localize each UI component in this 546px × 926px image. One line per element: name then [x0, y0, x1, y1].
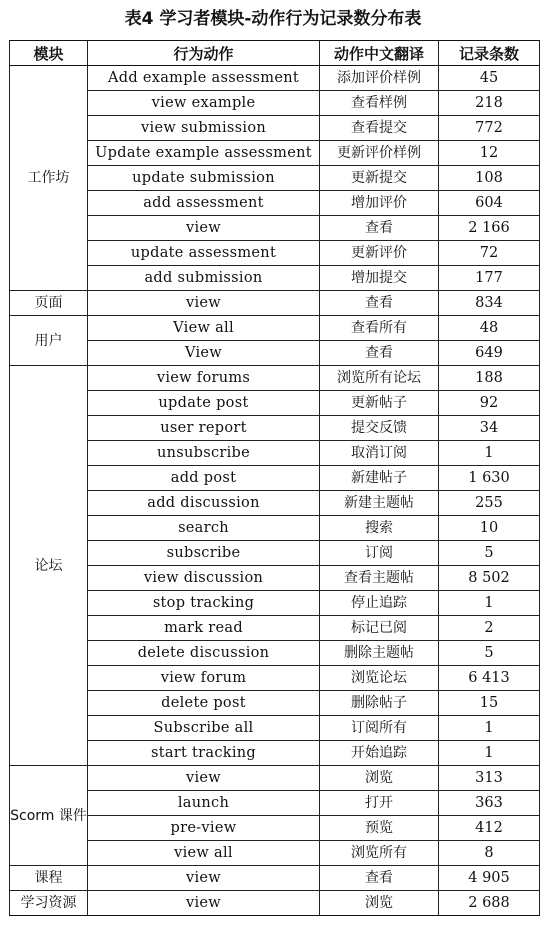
- chinese-translation-cell: 订阅: [320, 541, 439, 566]
- action-cell: view: [88, 291, 320, 316]
- chinese-translation-cell: 更新评价: [320, 241, 439, 266]
- action-cell: user report: [88, 416, 320, 441]
- chinese-translation-cell: 查看: [320, 341, 439, 366]
- chinese-translation-cell: 浏览所有论坛: [320, 366, 439, 391]
- record-count-cell: 12: [439, 141, 540, 166]
- record-count-cell: 8: [439, 841, 540, 866]
- chinese-translation-cell: 增加评价: [320, 191, 439, 216]
- record-count-cell: 5: [439, 641, 540, 666]
- record-count-cell: 649: [439, 341, 540, 366]
- record-count-cell: 834: [439, 291, 540, 316]
- record-count-cell: 108: [439, 166, 540, 191]
- record-count-cell: 10: [439, 516, 540, 541]
- chinese-translation-cell: 增加提交: [320, 266, 439, 291]
- chinese-translation-cell: 浏览: [320, 891, 439, 916]
- record-count-cell: 72: [439, 241, 540, 266]
- table-row: [10, 791, 540, 816]
- action-cell: start tracking: [88, 741, 320, 766]
- action-cell: view discussion: [88, 566, 320, 591]
- record-count-cell: 45: [439, 66, 540, 91]
- chinese-translation-cell: 浏览: [320, 766, 439, 791]
- chinese-translation-cell: 查看所有: [320, 316, 439, 341]
- record-count-cell: 2: [439, 616, 540, 641]
- record-count-cell: 8 502: [439, 566, 540, 591]
- record-count-cell: 48: [439, 316, 540, 341]
- action-cell: View: [88, 341, 320, 366]
- table-row: [10, 491, 540, 516]
- action-cell: add submission: [88, 266, 320, 291]
- record-count-cell: 1: [439, 716, 540, 741]
- action-cell: update assessment: [88, 241, 320, 266]
- action-cell: delete discussion: [88, 641, 320, 666]
- table-row: [10, 416, 540, 441]
- table-row: [10, 566, 540, 591]
- chinese-translation-cell: 订阅所有: [320, 716, 439, 741]
- table-row: [10, 891, 540, 916]
- table-row: [10, 666, 540, 691]
- action-cell: update submission: [88, 166, 320, 191]
- action-cell: view example: [88, 91, 320, 116]
- chinese-translation-cell: 浏览所有: [320, 841, 439, 866]
- record-count-cell: 2 688: [439, 891, 540, 916]
- chinese-translation-cell: 更新帖子: [320, 391, 439, 416]
- action-cell: search: [88, 516, 320, 541]
- action-cell: add post: [88, 466, 320, 491]
- chinese-translation-cell: 浏览论坛: [320, 666, 439, 691]
- chinese-translation-cell: 搜索: [320, 516, 439, 541]
- chinese-translation-cell: 打开: [320, 791, 439, 816]
- action-cell: Add example assessment: [88, 66, 320, 91]
- action-cell: add assessment: [88, 191, 320, 216]
- chinese-translation-cell: 标记已阅: [320, 616, 439, 641]
- table-row: [10, 441, 540, 466]
- header-record-count: 记录条数: [439, 41, 540, 66]
- chinese-translation-cell: 开始追踪: [320, 741, 439, 766]
- header-row: [10, 41, 540, 66]
- chinese-translation-cell: 取消订阅: [320, 441, 439, 466]
- table-row: [10, 466, 540, 491]
- action-cell: Update example assessment: [88, 141, 320, 166]
- record-count-cell: 1: [439, 741, 540, 766]
- table-row: [10, 66, 540, 91]
- module-cell: Scorm 课件: [10, 766, 88, 866]
- table-row: [10, 291, 540, 316]
- record-count-cell: 604: [439, 191, 540, 216]
- table-row: [10, 691, 540, 716]
- chinese-translation-cell: 更新评价样例: [320, 141, 439, 166]
- action-cell: view forums: [88, 366, 320, 391]
- table-row: [10, 391, 540, 416]
- chinese-translation-cell: 添加评价样例: [320, 66, 439, 91]
- action-cell: view: [88, 891, 320, 916]
- action-cell: pre-view: [88, 816, 320, 841]
- action-cell: view: [88, 766, 320, 791]
- table-row: [10, 716, 540, 741]
- action-cell: update post: [88, 391, 320, 416]
- table-row: [10, 166, 540, 191]
- table-row: [10, 341, 540, 366]
- table-row: [10, 816, 540, 841]
- module-cell: 用户: [10, 316, 88, 366]
- table-row: [10, 541, 540, 566]
- action-cell: subscribe: [88, 541, 320, 566]
- action-cell: stop tracking: [88, 591, 320, 616]
- chinese-translation-cell: 提交反馈: [320, 416, 439, 441]
- module-cell: 课程: [10, 866, 88, 891]
- record-count-cell: 188: [439, 366, 540, 391]
- action-cell: view: [88, 216, 320, 241]
- action-cell: delete post: [88, 691, 320, 716]
- table-title: 表4 学习者模块-动作行为记录数分布表: [124, 9, 422, 29]
- table-row: [10, 641, 540, 666]
- table-row: [10, 91, 540, 116]
- table-row: [10, 841, 540, 866]
- table-row: [10, 766, 540, 791]
- table-row: [10, 741, 540, 766]
- chinese-translation-cell: 查看: [320, 291, 439, 316]
- record-count-cell: 6 413: [439, 666, 540, 691]
- table-row: [10, 116, 540, 141]
- action-cell: view submission: [88, 116, 320, 141]
- action-cell: Subscribe all: [88, 716, 320, 741]
- table-row: [10, 591, 540, 616]
- action-cell: unsubscribe: [88, 441, 320, 466]
- chinese-translation-cell: 新建帖子: [320, 466, 439, 491]
- table-body: [10, 66, 540, 916]
- action-cell: mark read: [88, 616, 320, 641]
- record-count-cell: 772: [439, 116, 540, 141]
- header-chinese-translation: 动作中文翻译: [320, 41, 439, 66]
- chinese-translation-cell: 查看: [320, 216, 439, 241]
- record-count-cell: 255: [439, 491, 540, 516]
- header-action: 行为动作: [88, 41, 320, 66]
- chinese-translation-cell: 预览: [320, 816, 439, 841]
- chinese-translation-cell: 停止追踪: [320, 591, 439, 616]
- module-cell: 论坛: [10, 366, 88, 766]
- action-cell: launch: [88, 791, 320, 816]
- record-count-cell: 15: [439, 691, 540, 716]
- table-row: [10, 266, 540, 291]
- action-cell: view: [88, 866, 320, 891]
- table-row: [10, 216, 540, 241]
- table-row: [10, 191, 540, 216]
- table-row: [10, 516, 540, 541]
- action-cell: add discussion: [88, 491, 320, 516]
- chinese-translation-cell: 查看提交: [320, 116, 439, 141]
- record-count-cell: 313: [439, 766, 540, 791]
- record-count-cell: 218: [439, 91, 540, 116]
- record-count-cell: 177: [439, 266, 540, 291]
- action-cell: view all: [88, 841, 320, 866]
- chinese-translation-cell: 查看主题帖: [320, 566, 439, 591]
- record-count-cell: 1: [439, 591, 540, 616]
- record-count-cell: 34: [439, 416, 540, 441]
- record-count-cell: 1 630: [439, 466, 540, 491]
- module-cell: 页面: [10, 291, 88, 316]
- record-count-cell: 2 166: [439, 216, 540, 241]
- table-row: [10, 866, 540, 891]
- record-count-cell: 4 905: [439, 866, 540, 891]
- table-row: [10, 616, 540, 641]
- record-count-cell: 5: [439, 541, 540, 566]
- chinese-translation-cell: 更新提交: [320, 166, 439, 191]
- record-count-cell: 1: [439, 441, 540, 466]
- distribution-table: [9, 40, 540, 916]
- table-row: [10, 241, 540, 266]
- chinese-translation-cell: 新建主题帖: [320, 491, 439, 516]
- action-cell: view forum: [88, 666, 320, 691]
- chinese-translation-cell: 查看: [320, 866, 439, 891]
- table-row: [10, 366, 540, 391]
- record-count-cell: 412: [439, 816, 540, 841]
- record-count-cell: 363: [439, 791, 540, 816]
- record-count-cell: 92: [439, 391, 540, 416]
- table-row: [10, 316, 540, 341]
- module-cell: 学习资源: [10, 891, 88, 916]
- chinese-translation-cell: 删除主题帖: [320, 641, 439, 666]
- table-row: [10, 141, 540, 166]
- chinese-translation-cell: 查看样例: [320, 91, 439, 116]
- header-module: 模块: [10, 41, 88, 66]
- chinese-translation-cell: 删除帖子: [320, 691, 439, 716]
- module-cell: 工作坊: [10, 66, 88, 291]
- action-cell: View all: [88, 316, 320, 341]
